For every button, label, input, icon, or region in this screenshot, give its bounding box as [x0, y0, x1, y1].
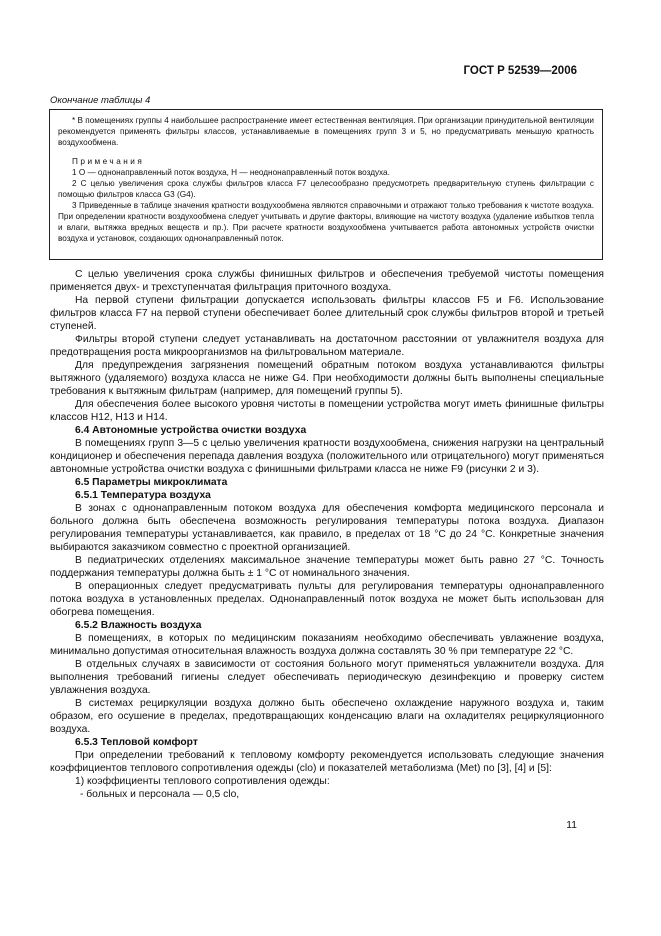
table-caption: Окончание таблицы 4	[50, 95, 151, 106]
paragraph: В системах рециркуляции воздуха должно быть обеспечено охлаждение наружного воздуха и, таким образом, его осушение в пределах, предотвращающих конденсацию влаги на охладителях рециркуляционного воздуха.	[50, 698, 604, 735]
paragraph: С целью увеличения срока службы финишных фильтров и обеспечения требуемой чистоты помещения применяется двух- и трехступенчатая фильтрация приточного воздуха.	[50, 269, 604, 293]
notes-title: Примечания	[72, 157, 145, 166]
paragraph: В помещениях, в которых по медицинским показаниям необходимо обеспечивать увлажнение воздуха, минимально допустимая относительная влажность воздуха должна составлять 30 % при температуре 22 °С.	[50, 633, 604, 657]
paragraph: В операционных следует предусматривать пульты для регулирования температуры однонаправленного потока воздуха в установленных пределах. Однонаправленный поток воздуха не может быть использован для обогрева помещения.	[50, 581, 604, 618]
list-item: - больных и персонала — 0,5 clo,	[80, 789, 240, 800]
section-heading-6-5-3: 6.5.3 Тепловой комфорт	[75, 737, 198, 748]
table-footnote: * В помещениях группы 4 наибольшее распространение имеет естественная вентиляция. При организации принудительной вентиляции рекомендуется применять фильтры классов, устанавливаемые в помещениях групп 3 и 5, но предусматривать меньшую кратность воздухообмена.	[58, 116, 594, 147]
table-notes-box	[49, 109, 603, 260]
list-item: 1) коэффициенты теплового сопротивления одежды:	[75, 776, 330, 787]
main-text	[50, 268, 604, 801]
paragraph: На первой ступени фильтрации допускается использовать фильтры классов F5 и F6. Использование фильтров класса F7 на первой ступени обеспечивает более длительный срок службы фильтров второй и третьей ступеней.	[50, 295, 604, 332]
paragraph: Фильтры второй ступени следует устанавливать на достаточном расстоянии от увлажнителя воздуха для предотвращения роста микроорганизмов на фильтровальном материале.	[50, 334, 604, 358]
note-2: 2 С целью увеличения срока службы фильтров класса F7 целесообразно предусмотреть предварительную ступень фильтрации с помощью фильтров класса G3 (G4).	[58, 179, 594, 199]
paragraph: В педиатрических отделениях максимальное значение температуры может быть равно 27 °С. Точность поддержания температуры должна быть ± 1 °С от номинального значения.	[50, 555, 604, 579]
paragraph: Для предупреждения загрязнения помещений обратным потоком воздуха устанавливаются фильтры вытяжного (удаляемого) воздуха класса не ниже G4. При необходимости должны быть выполнены специальные требования к вытяжным фильтрам (например, для помещений группы 5).	[50, 360, 604, 397]
paragraph: При определении требований к тепловому комфорту рекомендуется использовать следующие значения коэффициентов теплового сопротивления одежды (clo) и показателей метаболизма (Met) по [3], [4] и [5]:	[50, 750, 604, 774]
document-header: ГОСТ Р 52539—2006	[463, 65, 577, 77]
paragraph: В зонах с однонаправленным потоком воздуха для обеспечения комфорта медицинского персонала и больного должна быть обеспечена возможность регулирования температуры потока воздуха. Диапазон регулирования температуры устанавливается, как правило, в пределах от 18 °С до 24 °С. Конкретные значения выбираются заказчиком совместно с проектной организацией.	[50, 503, 604, 553]
section-heading-6-5-1: 6.5.1 Температура воздуха	[75, 490, 211, 501]
section-heading-6-4: 6.4 Автономные устройства очистки воздуха	[75, 425, 307, 436]
paragraph: В отдельных случаях в зависимости от состояния больного могут применяться увлажнители воздуха. Для выполнения требований гигиены следует обеспечивать периодическую дезинфекцию и проверку систем увлажнения воздуха.	[50, 659, 604, 696]
note-3: 3 Приведенные в таблице значения кратности воздухообмена являются справочными и отражают только требования к чистоте воздуха. При определении кратности воздухообмена следует учитывать и другие факторы, влияющие на чистоту воздуха (удаление избытков тепла и влаги, вытяжка вредных веществ и пр.). При расчете кратности воздухообмена учитывается работа автономных устройств очистки воздуха и установок, создающих однонаправленный поток.	[58, 201, 594, 243]
note-1: 1 О — однонаправленный поток воздуха, Н — неоднонаправленный поток воздуха.	[72, 168, 390, 177]
page-number: 11	[566, 820, 577, 831]
section-heading-6-5-2: 6.5.2 Влажность воздуха	[75, 620, 202, 631]
paragraph: Для обеспечения более высокого уровня чистоты в помещении устройства могут иметь финишные фильтры классов Н12, Н13 и Н14.	[50, 399, 604, 423]
section-heading-6-5: 6.5 Параметры микроклимата	[75, 477, 228, 488]
paragraph: В помещениях групп 3—5 с целью увеличения кратности воздухообмена, снижения нагрузки на центральный кондиционер и обеспечения перепада давления воздуха (положительного или отрицательного) могут применяться автономные устройства очистки воздуха с финишными фильтрами класса не ниже F9 (рисунки 2 и 3).	[50, 438, 604, 475]
